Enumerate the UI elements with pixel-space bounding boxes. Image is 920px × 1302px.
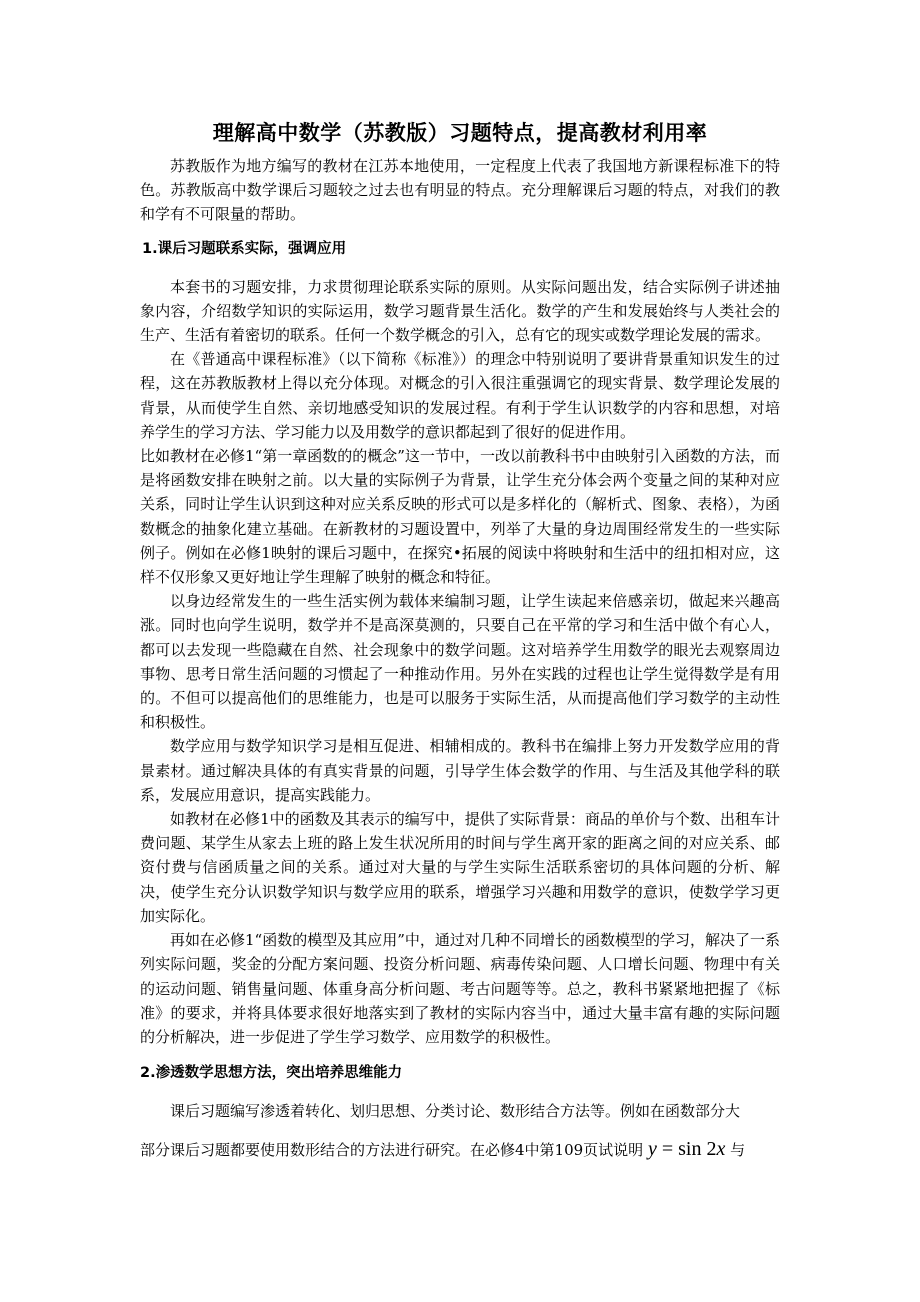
section-1-paragraph-7: 再如在必修1“函数的模型及其应用”中，通过对几种不同增长的函数模型的学习，解决了一系列实际问题，奖金的分配方案问题、投资分析问题、病毒传染问题、人口增长问题、物理中有关的运动问题、销售量问题、体重身高分析问题、考古问题等等。总之，教科书紧紧地把握了《标准》的要求，并将具体要求很好地落实到了教材的实际内容当中，通过大量丰富有趣的实际问题的分析解决，进一步促进了学生学习数学、应用数学的积极性。 bbox=[140, 931, 780, 1046]
math-lhs: y bbox=[647, 1138, 657, 1161]
intro-paragraph: 苏教版作为地方编写的教材在江苏本地使用，一定程度上代表了我国地方新课程标准下的特色。苏教版高中数学课后习题较之过去也有明显的特点。充分理解课后习题的特点，对我们的教和学有不可限量的帮助。 bbox=[140, 157, 780, 224]
math-formula bbox=[648, 1138, 725, 1160]
section-2-text-after: 与 bbox=[730, 1141, 746, 1160]
section-1-paragraph-2: 在《普通高中课程标准》（以下简称《标准》）的理念中特别说明了要讲背景重知识发生的过程，这在苏教版教材上得以充分体现。对概念的引入很注重强调它的现实背景、数学理论发展的背景，从而使学生自然、亲切地感受知识的发展过程。有利于学生认识数学的内容和思想，对培养学生的学习方法、学习能力以及用数学的意识都起到了很好的促进作用。 bbox=[140, 350, 780, 441]
math-function: sin 2 bbox=[678, 1138, 717, 1161]
section-2-paragraph-1: 课后习题编写渗透着转化、划归思想、分类讨论、数形结合方法等。例如在函数部分大 bbox=[170, 1102, 741, 1121]
section-2-text-before: 部分课后习题都要使用数形结合的方法进行研究。在必修4中第109页试说明 bbox=[140, 1141, 644, 1160]
section-1-paragraph-1: 本套书的习题安排，力求贯彻理论联系实际的原则。从实际问题出发，结合实际例子讲述抽象内容，介绍数学知识的实际运用，数学习题背景生活化。数学的产生和发展始终与人类社会的生产、生活有着密切的联系。任何一个数学概念的引入，总有它的现实或数学理论发展的需求。 bbox=[140, 277, 780, 345]
section-1-heading: 1.课后习题联系实际，强调应用 bbox=[142, 240, 347, 257]
section-1-paragraph-6: 如教材在必修1中的函数及其表示的编写中，提供了实际背景：商品的单价与个数、出租车计费问题、某学生从家去上班的路上发生状况所用的时间与学生离开家的距离之间的对应关系、邮资付费与信函质量之间的关系。通过对大量的与学生实际生活联系密切的具体问题的分析、解决，使学生充分认识数学知识与数学应用的联系，增强学习兴趣和用数学的意识，使数学学习更加实际化。 bbox=[140, 810, 780, 925]
math-equals: = bbox=[656, 1138, 679, 1161]
section-1-paragraph-5: 数学应用与数学知识学习是相互促进、相辅相成的。教科书在编排上努力开发数学应用的背景素材。通过解决具体的有真实背景的问题，引导学生体会数学的作用、与生活及其他学科的联系，发展应用意识，提高实践能力。 bbox=[140, 737, 780, 804]
section-2-heading: 2.渗透数学思想方法，突出培养思维能力 bbox=[140, 1065, 403, 1082]
section-1-paragraph-3: 比如教材在必修1“第一章函数的的概念”这一节中，一改以前教科书中由映射引入函数的方法，而是将函数安排在映射之前。以大量的实际例子为背景，让学生充分体会两个变量之间的某种对应关系，同时让学生认识到这种对应关系反映的形式可以是多样化的（解析式、图象、表格），为函数概念的抽象化建立基础。在新教材的习题设置中，列举了大量的身边周围经常发生的一些实际例子。例如在必修1映射的课后习题中，在探究•拓展的阅读中将映射和生活中的纽扣相对应，这样不仅形象又更好地让学生理解了映射的概念和特征。 bbox=[140, 447, 780, 587]
section-2-paragraph-2 bbox=[140, 1133, 780, 1166]
math-variable: x bbox=[716, 1138, 726, 1161]
document-page bbox=[140, 118, 780, 1166]
document-title: 理解高中数学（苏教版）习题特点，提高教材利用率 bbox=[212, 121, 708, 145]
section-1-paragraph-4: 以身边经常发生的一些生活实例为载体来编制习题，让学生读起来倍感亲切，做起来兴趣高涨。同时也向学生说明，数学并不是高深莫测的，只要自己在平常的学习和生活中做个有心人，都可以去发现一些隐藏在自然、社会现象中的数学问题。这对培养学生用数学的眼光去观察周边事物、思考日常生活问题的习惯起了一种推动作用。另外在实践的过程也让学生觉得数学是有用的。不但可以提高他们的思维能力，也是可以服务于实际生活，从而提高他们学习数学的主动性和积极性。 bbox=[140, 592, 780, 732]
